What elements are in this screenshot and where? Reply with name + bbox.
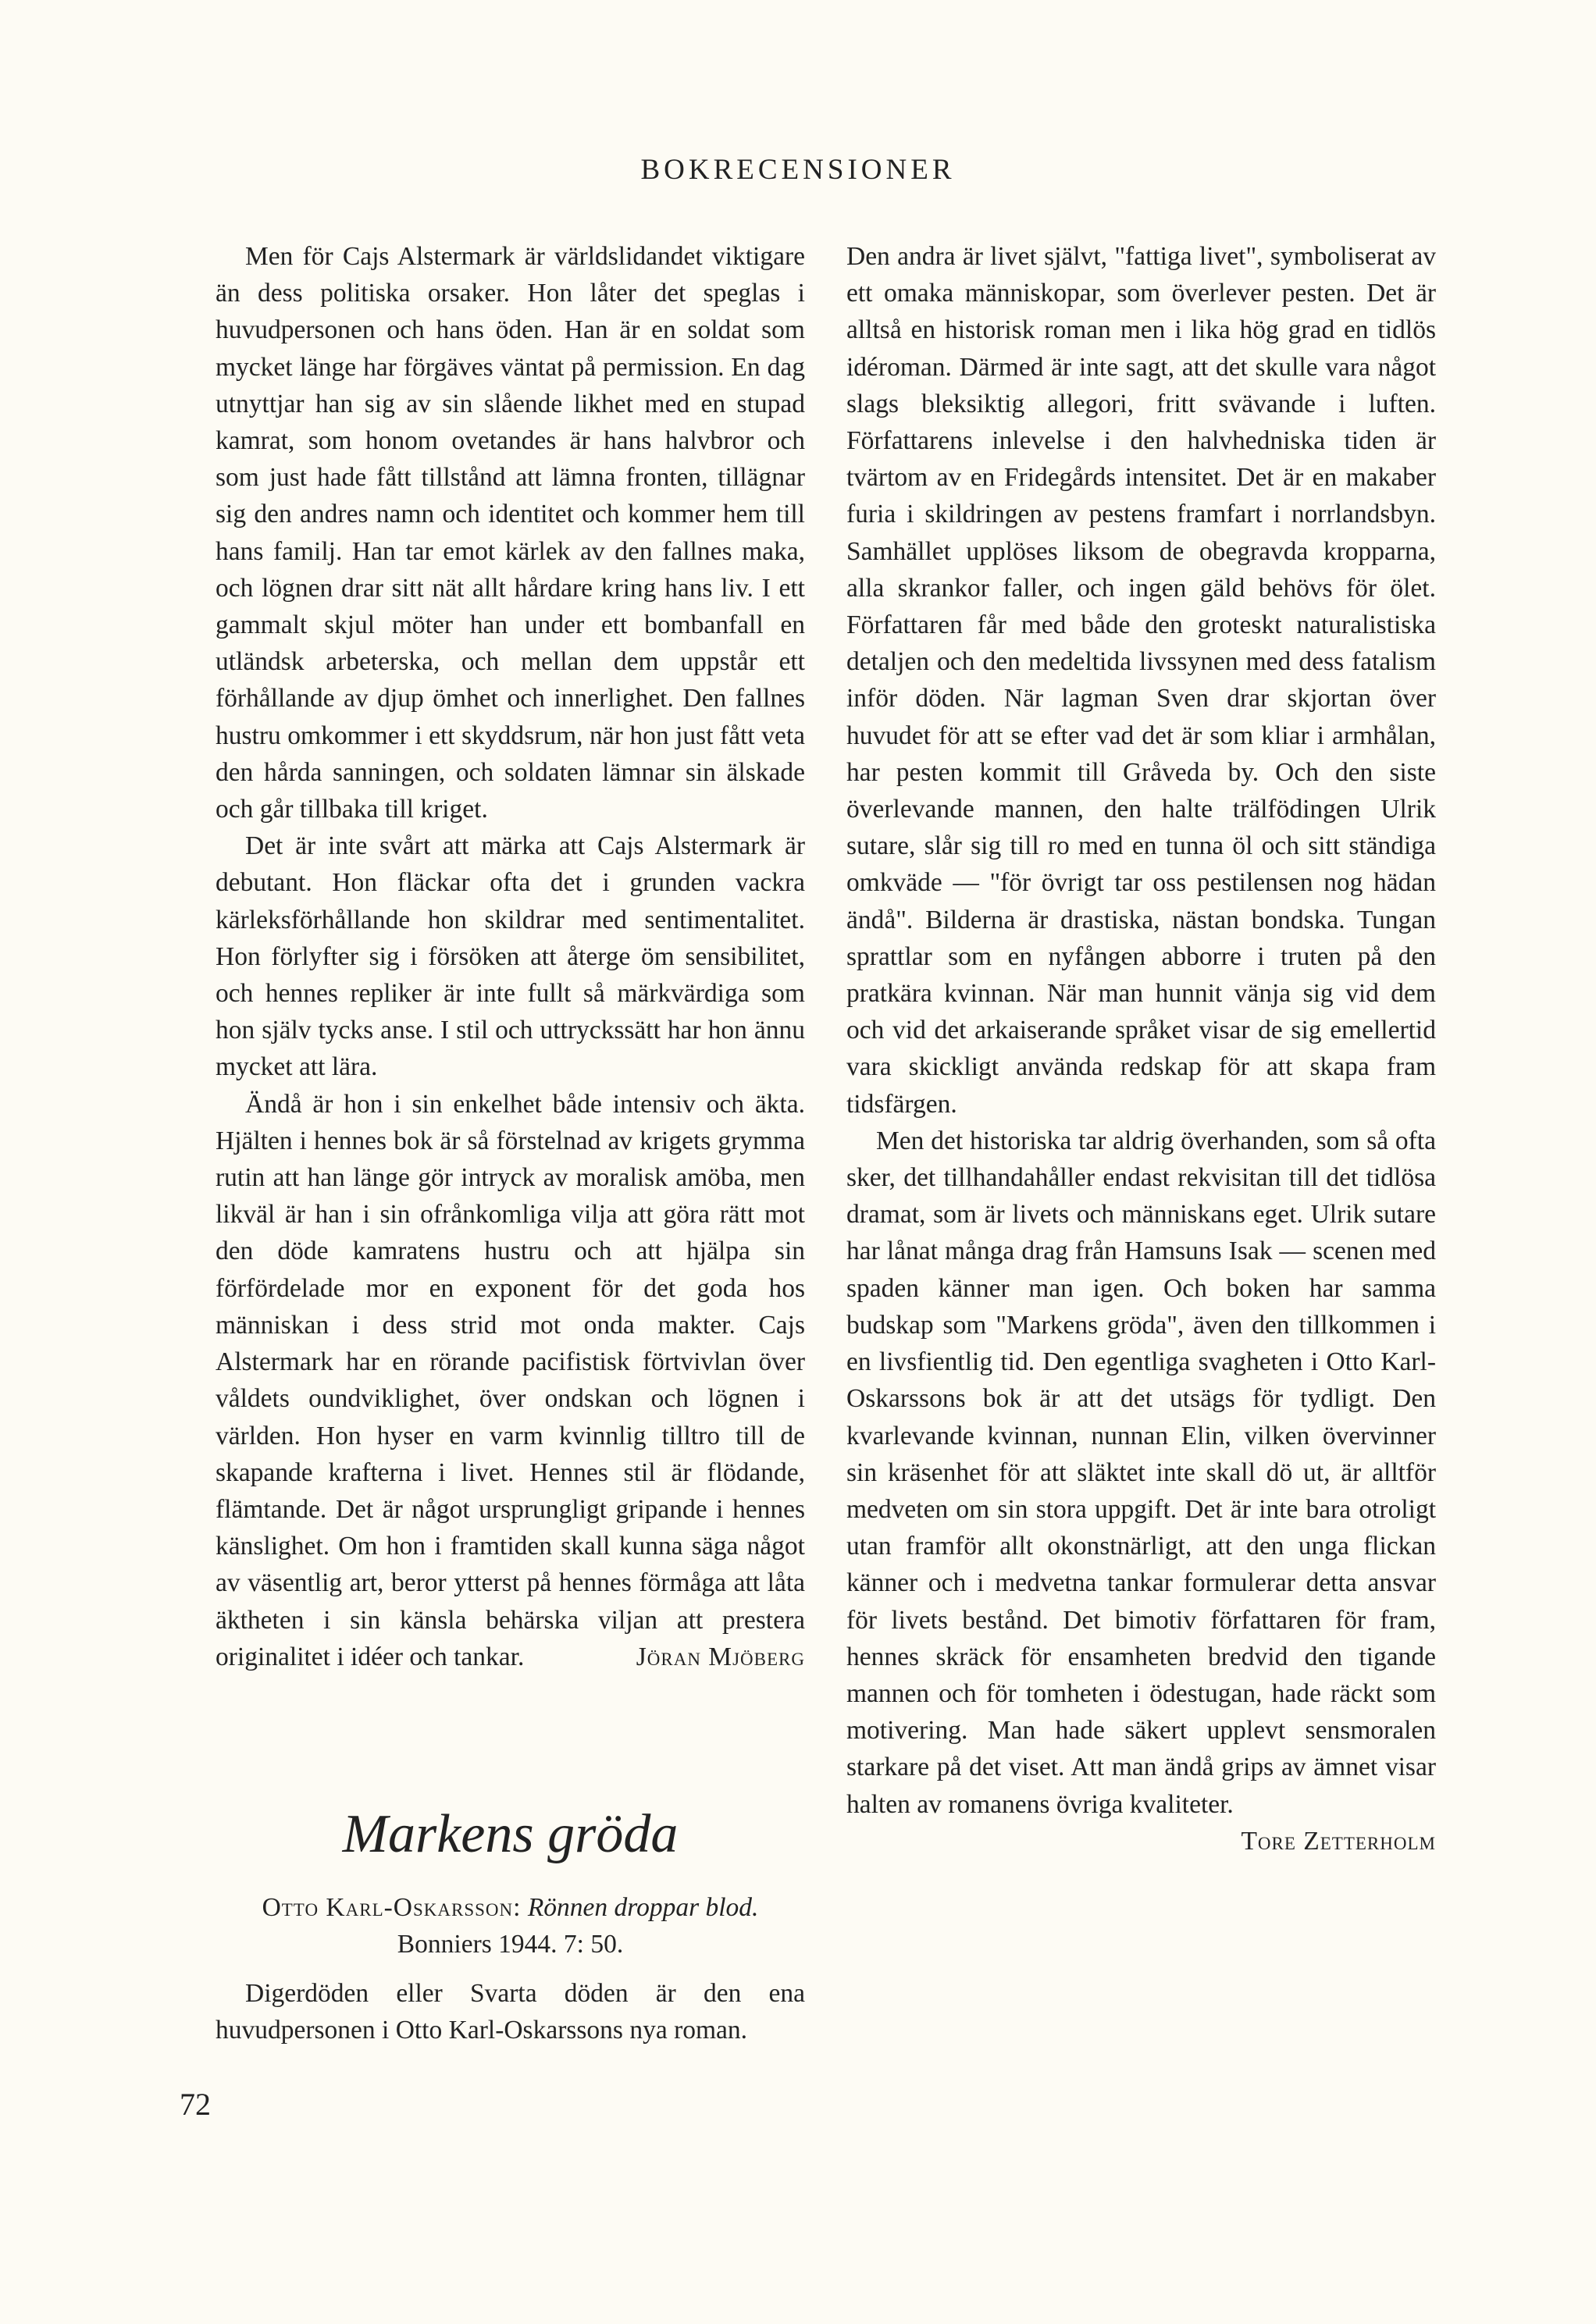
- paragraph: Digerdöden eller Svarta döden är den ena huvudpersonen i Otto Karl-Oskarssons nya roman.: [216, 1979, 805, 2045]
- right-column: [846, 238, 1436, 1860]
- review-title: Markens gröda: [342, 1804, 679, 1864]
- book-author: Otto Karl-Oskarsson:: [262, 1893, 522, 1922]
- book-publisher: Bonniers 1944. 7: 50.: [397, 1930, 624, 1959]
- paragraph: [846, 1123, 1436, 1856]
- running-header: BOKRECENSIONER: [640, 154, 956, 186]
- paragraph-text: Men det historiska tar aldrig överhanden, som så ofta sker, det tillhandahåller endast rekvisitan till det tidlösa dramat, som är livets och människans eget. Ulrik sutare har lånat många drag från Hamsuns Isak — scenen med spaden känner man igen. Och boken har samma budskap som "Markens gröda", även den tillkommen i en livsfientlig tid. Den egentliga svagheten i Otto Karl-Oskarssons bok är att det utsägs för tydligt. Den kvarlevande kvinnan, nunnan Elin, vilken övervinner sin kräsenhet för att släktet inte skall dö ut, är alltför medveten om sin stora uppgift. Det är inte bara otroligt utan framför allt okonstnärligt, att den unga flickan känner och i medvetna tankar formulerar detta ansvar för livets bestånd. Det bimotiv författaren för fram, hennes skräck för ensamheten bredvid den tigande mannen och för tomheten i ödestugan, hade räckt som motivering. Man hade säkert upplevt sensmoralen starkare på det viset. Att man ändå grips av ämnet visar halten av romanens övriga kvaliteter.: [846, 1126, 1436, 1819]
- book-title: Rönnen droppar blod.: [527, 1893, 759, 1922]
- review-intro: [216, 1975, 805, 2048]
- book-info: [216, 1889, 805, 1963]
- paragraph: Den andra är livet självt, "fattiga livet", symboliserat av ett omaka människopar, som överlever pesten. Det är alltså en historisk roman men i lika hög grad en tidlös idéroman. Därmed är inte sagt, att det skulle vara något slags bleksiktig allegori, fritt svävande i luften. Författarens inlevelse i den halvhedniska tiden är tvärtom av en Fridegårds intensitet. Det är en makaber furia i skildringen av pestens framfart i norrlandsbyn. Samhället upplöses liksom de obegravda kropparna, alla skrankor faller, och ingen gäld behövs för ölet. Författaren får med både den groteskt naturalistiska detaljen och den medeltida livssynen med dess fatalism inför döden. När lagman Sven drar skjortan över huvudet för att se efter vad det är som kliar i armhålan, har pesten kommit till Gråveda by. Och den siste överlevande mannen, den halte trälfödingen Ulrik sutare, slår sig till ro med en tunna öl och sitt ständiga omkväde — "för övrigt tar oss pestilensen nog hädan ändå". Bilderna är drastiska, nästan bondska. Tungan sprattlar som en nyfången abborre i truten på den pratkära kvinnan. När man hunnit vänja sig vid dem och vid det arkaiserande språket visar de sig emellertid vara skickligt använda redskap för att skapa fram tidsfärgen.: [846, 242, 1436, 1119]
- paragraph: [216, 1086, 805, 1675]
- reviewer-signature: Tore Zetterholm: [1241, 1826, 1436, 1856]
- reviewer-signature: Jöran Mjöberg: [636, 1642, 805, 1671]
- paragraph: Men för Cajs Alstermark är världslidandet viktigare än dess politiska orsaker. Hon låter det speglas i huvudpersonen och hans öden. Han är en soldat som mycket länge har förgäves väntat på permission. En dag utnyttjar han sig av sin slående likhet med en stupad kamrat, som honom ovetandes är hans halvbror och som just hade fått tillstånd att lämna fronten, tillägnar sig den andres namn och identitet och kommer hem till hans familj. Han tar emot kärlek av den fallnes maka, och lögnen drar sitt nät allt hårdare kring hans liv. I ett gammalt skjul möter han under ett bombanfall en utländsk arbeterska, och mellan dem uppstår ett förhållande av djup ömhet och innerlighet. Den fallnes hustru omkommer i ett skyddsrum, när hon just fått veta den hårda sanningen, och soldaten lämnar sin älskade och går tillbaka till kriget.: [216, 242, 805, 824]
- paragraph: Det är inte svårt att märka att Cajs Alstermark är debutant. Hon fläckar ofta det i grunden vackra kärleksförhållande hon skildrar med sentimentalitet. Hon förlyfter sig i försöken att återge öm sensibilitet, och hennes repliker är inte fullt så märkvärdiga som hon själv tycks anse. I stil och uttryckssätt har hon ännu mycket att lära.: [216, 831, 805, 1082]
- left-column: [216, 238, 805, 1675]
- paragraph-text: Ändå är hon i sin enkelhet både intensiv och äkta. Hjälten i hennes bok är så förstelnad av krigets grymma rutin att han länge gör intryck av moralisk amöba, men likväl är han i sin ofrånkomliga vilja att göra rätt mot den döde kamratens hustru och att hjälpa sin förfördelade mor en exponent för det goda hos människan i dess strid mot onda makter. Cajs Alstermark har en rörande pacifistisk förtvivlan över våldets oundviklighet, över ondskan och lögnen i världen. Hon hyser en varm kvinnlig tilltro till de skapande krafterna i livet. Hennes stil är flödande, flämtande. Det är något ursprungligt gripande i hennes känslighet. Om hon i framtiden skall kunna säga något av väsentlig art, beror ytterst på hennes förmåga att låta äktheten i sin känsla behärska viljan att prestera originalitet i idéer och tankar.: [216, 1089, 805, 1671]
- page-number: 72: [180, 2087, 211, 2122]
